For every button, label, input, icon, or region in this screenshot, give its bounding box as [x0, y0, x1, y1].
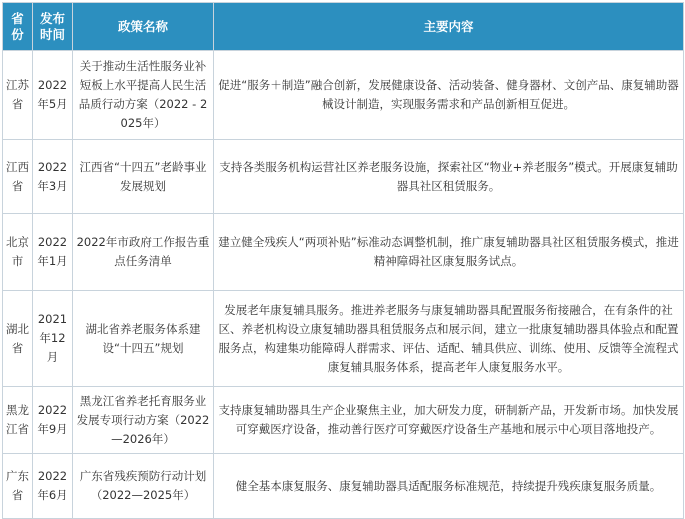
- cell-policy-name: 2022年市政府工作报告重点任务清单: [73, 214, 214, 291]
- cell-policy-name: 广东省残疾预防行动计划（2022—2025年）: [73, 454, 214, 519]
- cell-date: 2022年5月: [33, 51, 73, 140]
- table-row: [3, 214, 684, 291]
- cell-date: 2022年6月: [33, 454, 73, 519]
- cell-province: 江苏省: [3, 51, 33, 140]
- cell-policy-name: 江西省“十四五”老龄事业发展规划: [73, 140, 214, 214]
- cell-province: 广东省: [3, 454, 33, 519]
- cell-policy-name: 黑龙江省养老托育服务业发展专项行动方案（2022—2026年）: [73, 387, 214, 454]
- policy-table: [2, 2, 684, 519]
- table-body: [3, 51, 684, 519]
- cell-date: 2022年3月: [33, 140, 73, 214]
- header-province: 省份: [3, 3, 33, 51]
- cell-province: 江西省: [3, 140, 33, 214]
- table-row: [3, 291, 684, 387]
- cell-content: 支持康复辅助器具生产企业聚焦主业，加大研发力度，研制新产品，开发新市场。加快发展可穿戴医疗设备，推动善行医疗可穿戴医疗设备生产基地和展示中心项目落地投产。: [214, 387, 684, 454]
- cell-content: 促进“服务＋制造”融合创新，发展健康设备、活动装备、健身器材、文创产品、康复辅助器械设计制造，实现服务需求和产品创新相互促进。: [214, 51, 684, 140]
- cell-province: 湖北省: [3, 291, 33, 387]
- header-date: 发布时间: [33, 3, 73, 51]
- cell-content: 建立健全残疾人“两项补贴”标准动态调整机制，推广康复辅助器具社区租赁服务模式，推进精神障碍社区康复服务试点。: [214, 214, 684, 291]
- cell-date: 2022年9月: [33, 387, 73, 454]
- cell-date: 2021年12月: [33, 291, 73, 387]
- cell-content: 支持各类服务机构运营社区养老服务设施，探索社区“物业+养老服务”模式。开展康复辅助器具社区租赁服务。: [214, 140, 684, 214]
- cell-province: 北京市: [3, 214, 33, 291]
- table-row: [3, 454, 684, 519]
- header-policy-name: 政策名称: [73, 3, 214, 51]
- cell-policy-name: 关于推动生活性服务业补短板上水平提高人民生活品质行动方案（2022 - 2025年）: [73, 51, 214, 140]
- cell-content: 发展老年康复辅具服务。推进养老服务与康复辅助器具配置服务衔接融合，在有条件的社区、养老机构设立康复辅助器具租赁服务点和展示间，建立一批康复辅助器具体验点和配置服务点，构建集功能障碍人群需求、评估、适配、辅具供应、训练、使用、反馈等全流程式康复辅具服务体系，提高老年人康复服务水平。: [214, 291, 684, 387]
- table-row: [3, 51, 684, 140]
- cell-content: 健全基本康复服务、康复辅助器具适配服务标准规范，持续提升残疾康复服务质量。: [214, 454, 684, 519]
- table-row: [3, 140, 684, 214]
- header-content: 主要内容: [214, 3, 684, 51]
- header-row: [3, 3, 684, 51]
- cell-policy-name: 湖北省养老服务体系建设“十四五”规划: [73, 291, 214, 387]
- table-header: [3, 3, 684, 51]
- table-row: [3, 387, 684, 454]
- cell-province: 黑龙江省: [3, 387, 33, 454]
- cell-date: 2022年1月: [33, 214, 73, 291]
